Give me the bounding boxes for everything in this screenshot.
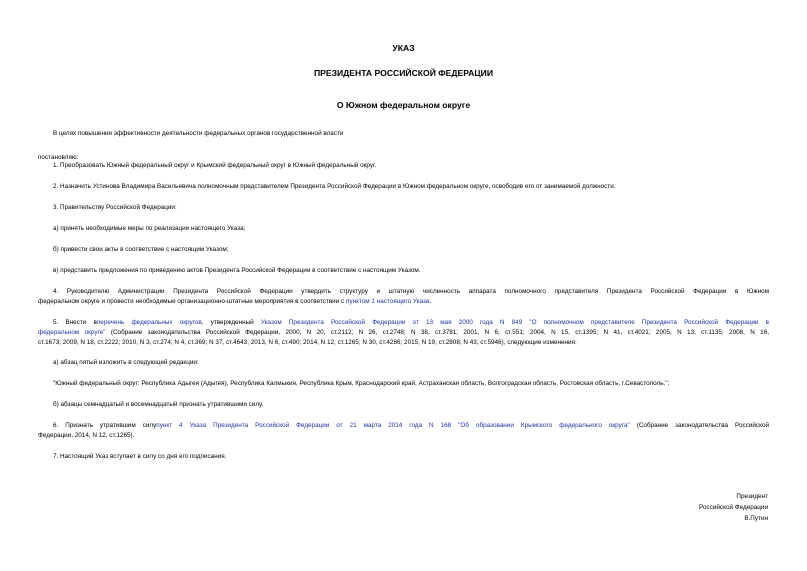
item-6-link[interactable]: пункт 4 Указа Президента Российской Федерации от 21 марта 2014 года N 168 "Об образовании Крымского федерального округа"	[156, 422, 630, 429]
signature-name: В.Путин	[744, 515, 768, 522]
item-3c: в) представить предложения по приведению актов Президента Российской Федерации в соответствие с настоящим Указом.	[53, 267, 421, 274]
item-3: 3. Правительству Российской Федерации:	[53, 204, 177, 211]
item-4-line-1: 4. Руководителю Администрации Президента Российской Федерации утвердить структуру и штатную численность аппарата полномочного представителя Президента Российской Федерации в Южном	[53, 288, 769, 295]
item-6-line-2: Федерации, 2014, N 12, ст.1265).	[38, 432, 135, 439]
item-6-line-1	[53, 421, 769, 432]
item-4-link[interactable]: пунктом 1 настоящего Указа	[345, 298, 430, 305]
preamble: В целях повышения эффективности деятельности федеральных органов государственной власти	[53, 130, 344, 137]
item-6-rest: (Собрание законодательства Российской	[636, 422, 770, 429]
item-5-link-decree-cont[interactable]: федеральном округе"	[38, 329, 106, 336]
item-7: 7. Настоящий Указ вступает в силу со дня его подписания.	[53, 453, 227, 460]
item-1: 1. Преобразовать Южный федеральный округ и Крымский федеральный округ в Южный федеральный округ.	[53, 162, 377, 169]
signature-office: Российской Федерации	[699, 504, 768, 511]
item-5-lead: 5. Внести в	[53, 319, 97, 326]
item-4-end: .	[429, 298, 432, 305]
doc-subject: О Южном федеральном округе	[336, 100, 471, 110]
item-5-link-list[interactable]: перечень федеральных округов	[96, 319, 202, 326]
item-6-lead: 6. Признать утратившим силу	[53, 422, 157, 429]
item-2: 2. Назначить Устинова Владимира Васильевича полномочным представителем Президента Российской Федерации в Южном федеральном округе, освободив его от занимаемой должности.	[53, 183, 616, 190]
item-3b: б) привести свои акты в соответствие с настоящим Указом;	[53, 246, 229, 253]
item-5a: а) абзац пятый изложить в следующей редакции:	[53, 359, 199, 366]
item-5-link-decree[interactable]: Указом Президента Российской Федерации от 13 мая 2000 года N 849 "О полномочном представителе Президента Российской Федерации в	[260, 319, 769, 326]
item-5-mid: , утвержденный	[201, 319, 254, 326]
doc-issuer: ПРЕЗИДЕНТА РОССИЙСКОЙ ФЕДЕРАЦИИ	[313, 68, 494, 78]
item-5-line-1	[53, 318, 769, 329]
signature-title: Президент	[736, 493, 768, 500]
item-5-line-2	[38, 328, 769, 339]
item-5-citation: (Собрание законодательства Российской Федерации, 2000, N 20, ст.2112; N 26, ст.2748; N 38, ст.3781; 2001, N 6, ст.551; 2004, N 15, ст.1395; N 41, ст.4021; 2005, N 13, ст.1135; 2008, N 16,	[110, 329, 769, 336]
item-4-text: федеральном округе и провести необходимые организационно-штатные мероприятия в соответствии с	[38, 298, 345, 305]
item-3a: а) принять необходимые меры по реализации настоящего Указа;	[53, 225, 246, 232]
item-5b: б) абзацы семнадцатый и восемнадцатый признать утратившими силу.	[53, 401, 264, 408]
item-5-line-3: ст.1673; 2009, N 18, ст.2222; 2010, N 3, ст.274; N 4, ст.369; N 37, ст.4643; 2013, N 6, ст.490; 2014, N 12, ст.1265; N 30, ст.4286; 2015, N 19, ст.2808; N 43, ст.5946), следующие изменения:	[38, 339, 577, 346]
doc-title: УКАЗ	[392, 43, 415, 53]
item-4-line-2	[38, 297, 431, 308]
item-5a-quote: "Южный федеральный округ: Республика Адыгея (Адыгея), Республика Калмыкия, Республика Крым, Краснодарский край, Астраханская область, Волгоградская область, Ростовская область, г.Севастополь.";	[53, 380, 670, 387]
decree-word: постановляю:	[38, 154, 79, 161]
